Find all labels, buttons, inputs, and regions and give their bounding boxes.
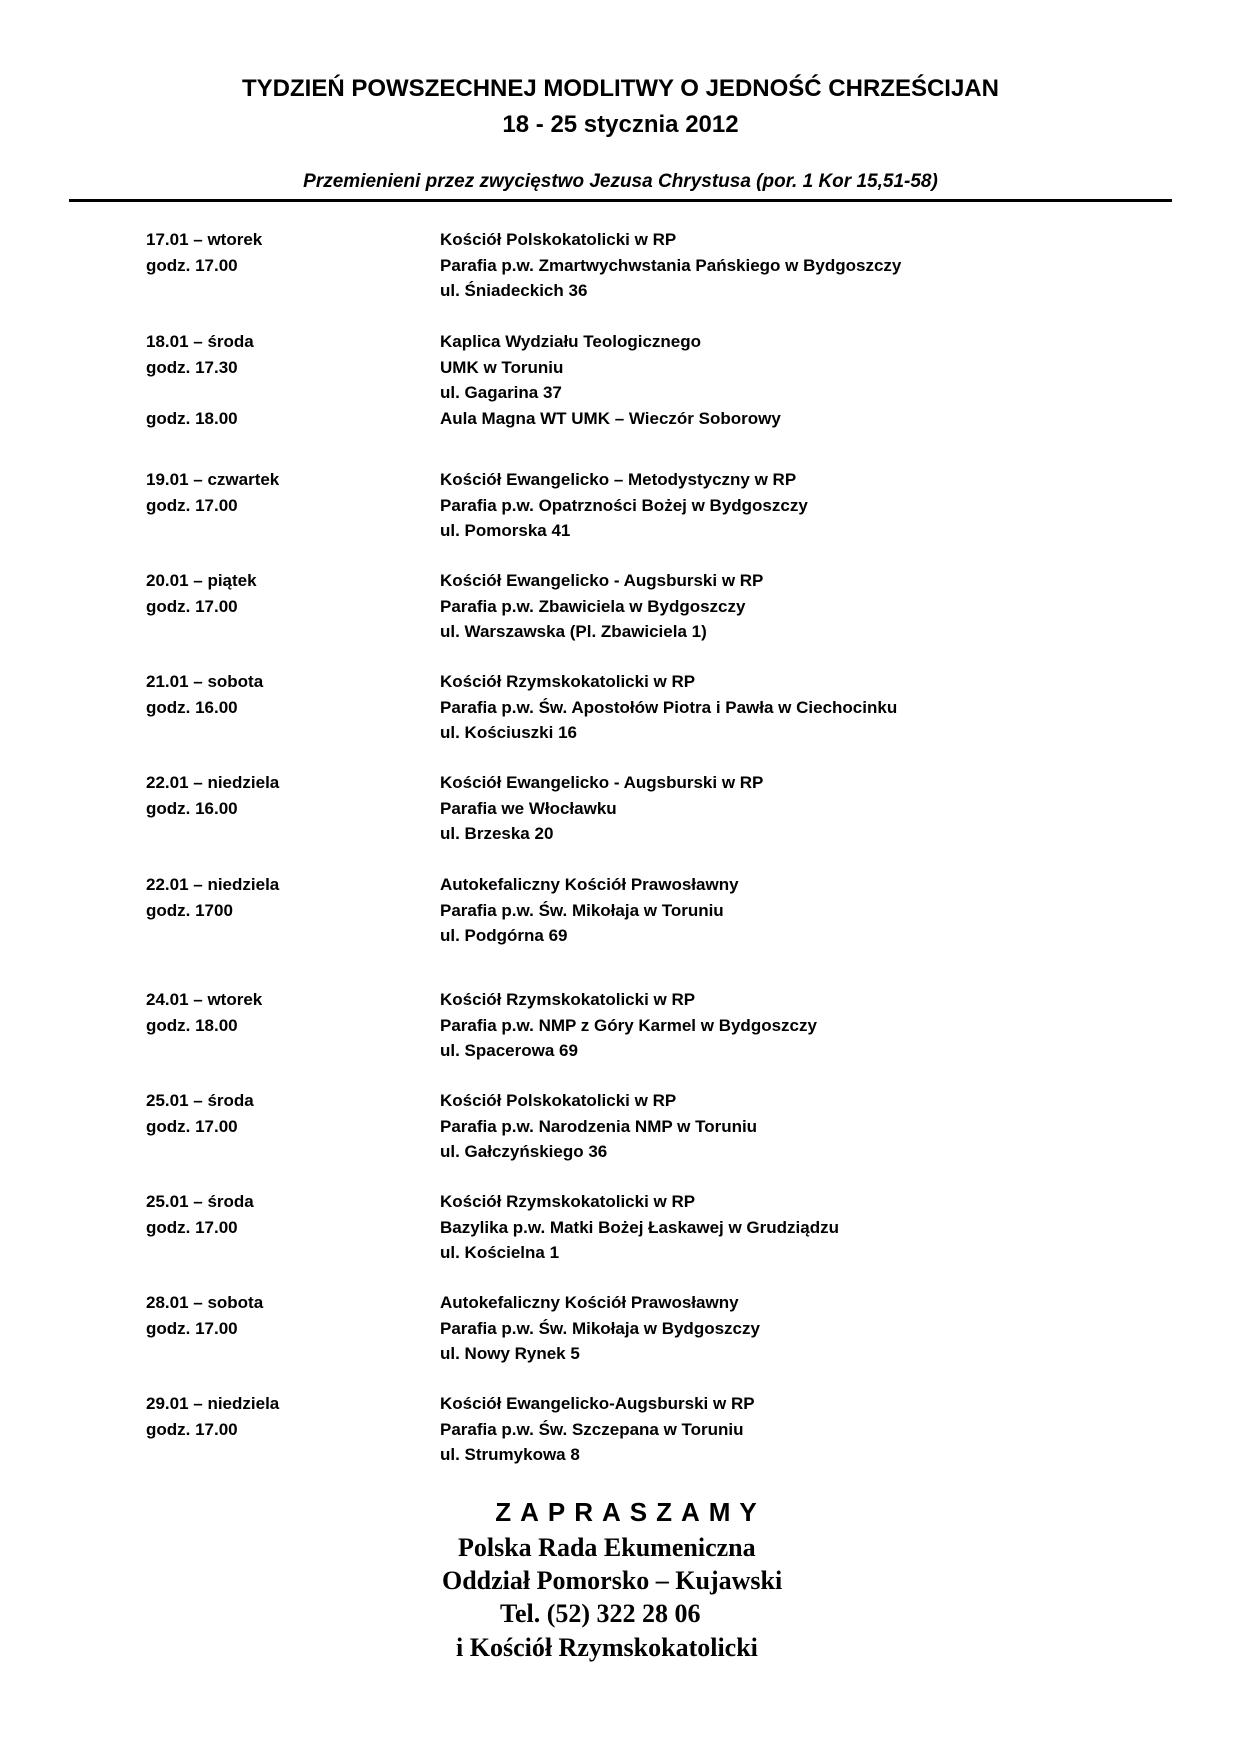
event-parish: Parafia p.w. Narodzenia NMP w Toruniu (440, 1116, 758, 1136)
event-date: 24.01 – wtorek (146, 990, 263, 1009)
event-time: godz. 17.00 (146, 255, 238, 275)
event-address: ul. Śniadeckich 36 (440, 281, 588, 300)
event-address: ul. Brzeska 20 (440, 824, 554, 843)
event-time: godz. 18.00 (146, 408, 238, 428)
event-date: 29.01 – niedziela (146, 1394, 280, 1413)
event-time: godz. 17.00 (146, 495, 238, 515)
event-parish: Parafia p.w. Zmartwychwstania Pańskiego w Bydgoszczy (440, 255, 902, 275)
event-address: ul. Nowy Rynek 5 (440, 1344, 580, 1363)
event-venue: Kaplica Wydziału Teologicznego (440, 332, 702, 351)
event-parish: Parafia p.w. Zbawiciela w Bydgoszczy (440, 596, 746, 616)
event-time: godz. 17.00 (146, 1217, 238, 1237)
event-venue: Autokefaliczny Kościół Prawosławny (440, 1293, 739, 1312)
event-time: godz. 17.00 (146, 596, 238, 616)
invitation-heading: ZAPRASZAMY (495, 1497, 766, 1527)
organizer-line-3: i Kościół Rzymskokatolicki (456, 1633, 758, 1662)
event-time: godz. 17.00 (146, 1318, 238, 1338)
event-address: ul. Gagarina 37 (440, 383, 562, 402)
event-venue: Kościół Rzymskokatolicki w RP (440, 1192, 696, 1211)
event-parish: Parafia we Włocławku (440, 798, 617, 818)
event-venue: Kościół Ewangelicko-Augsburski w RP (440, 1394, 755, 1413)
event-parish: Parafia p.w. Św. Mikołaja w Toruniu (440, 900, 724, 920)
event-parish: Parafia p.w. Św. Mikołaja w Bydgoszczy (440, 1318, 760, 1338)
event-venue: Kościół Polskokatolicki w RP (440, 230, 677, 249)
event-time: godz. 17.30 (146, 357, 238, 377)
event-parish: Bazylika p.w. Matki Bożej Łaskawej w Grudziądzu (440, 1217, 839, 1237)
event-date: 25.01 – środa (146, 1091, 254, 1110)
event-address: ul. Kościuszki 16 (440, 723, 577, 742)
event-extra: Aula Magna WT UMK – Wieczór Soborowy (440, 408, 781, 428)
event-parish: Parafia p.w. Opatrzności Bożej w Bydgoszczy (440, 495, 808, 515)
organizer-phone: Tel. (52) 322 28 06 (500, 1599, 701, 1628)
event-time: godz. 17.00 (146, 1116, 238, 1136)
organizer-line-2: Oddział Pomorsko – Kujawski (442, 1566, 783, 1595)
event-venue: Kościół Polskokatolicki w RP (440, 1091, 677, 1110)
event-date: 21.01 – sobota (146, 672, 264, 691)
event-time: godz. 18.00 (146, 1015, 238, 1035)
event-date: 18.01 – środa (146, 332, 254, 351)
event-time: godz. 16.00 (146, 798, 238, 818)
event-address: ul. Pomorska 41 (440, 521, 571, 540)
header-divider (69, 199, 1172, 202)
event-parish: Parafia p.w. Św. Apostołów Piotra i Pawła w Ciechocinku (440, 697, 898, 717)
event-date: 17.01 – wtorek (146, 230, 263, 249)
document-subtitle: Przemienieni przez zwycięstwo Jezusa Chrystusa (por. 1 Kor 15,51-58) (303, 171, 938, 192)
event-date: 22.01 – niedziela (146, 875, 280, 894)
event-date: 25.01 – środa (146, 1192, 254, 1211)
document-title: TYDZIEŃ POWSZECHNEJ MODLITWY O JEDNOŚĆ CHRZEŚCIJAN (242, 75, 999, 102)
event-venue: Kościół Ewangelicko – Metodystyczny w RP (440, 470, 797, 489)
event-venue: Autokefaliczny Kościół Prawosławny (440, 875, 739, 894)
event-venue: Kościół Ewangelicko - Augsburski w RP (440, 571, 764, 590)
event-address: ul. Spacerowa 69 (440, 1041, 578, 1060)
event-venue: Kościół Rzymskokatolicki w RP (440, 990, 696, 1009)
event-parish: Parafia p.w. Św. Szczepana w Toruniu (440, 1419, 744, 1439)
event-time: godz. 16.00 (146, 697, 238, 717)
event-venue: Kościół Rzymskokatolicki w RP (440, 672, 696, 691)
event-address: ul. Kościelna 1 (440, 1243, 560, 1262)
event-time: godz. 1700 (146, 900, 233, 920)
organizer-line-1: Polska Rada Ekumeniczna (458, 1533, 756, 1562)
event-venue: Kościół Ewangelicko - Augsburski w RP (440, 773, 764, 792)
event-date: 28.01 – sobota (146, 1293, 264, 1312)
event-address: ul. Warszawska (Pl. Zbawiciela 1) (440, 622, 707, 641)
event-address: ul. Gałczyńskiego 36 (440, 1142, 608, 1161)
event-time: godz. 17.00 (146, 1419, 238, 1439)
event-parish: Parafia p.w. NMP z Góry Karmel w Bydgoszczy (440, 1015, 817, 1035)
event-address: ul. Podgórna 69 (440, 926, 568, 945)
event-parish: UMK w Toruniu (440, 357, 564, 377)
event-date: 20.01 – piątek (146, 571, 257, 590)
document-date-range: 18 - 25 stycznia 2012 (502, 111, 739, 138)
event-date: 19.01 – czwartek (146, 470, 280, 489)
event-date: 22.01 – niedziela (146, 773, 280, 792)
event-address: ul. Strumykowa 8 (440, 1445, 580, 1464)
